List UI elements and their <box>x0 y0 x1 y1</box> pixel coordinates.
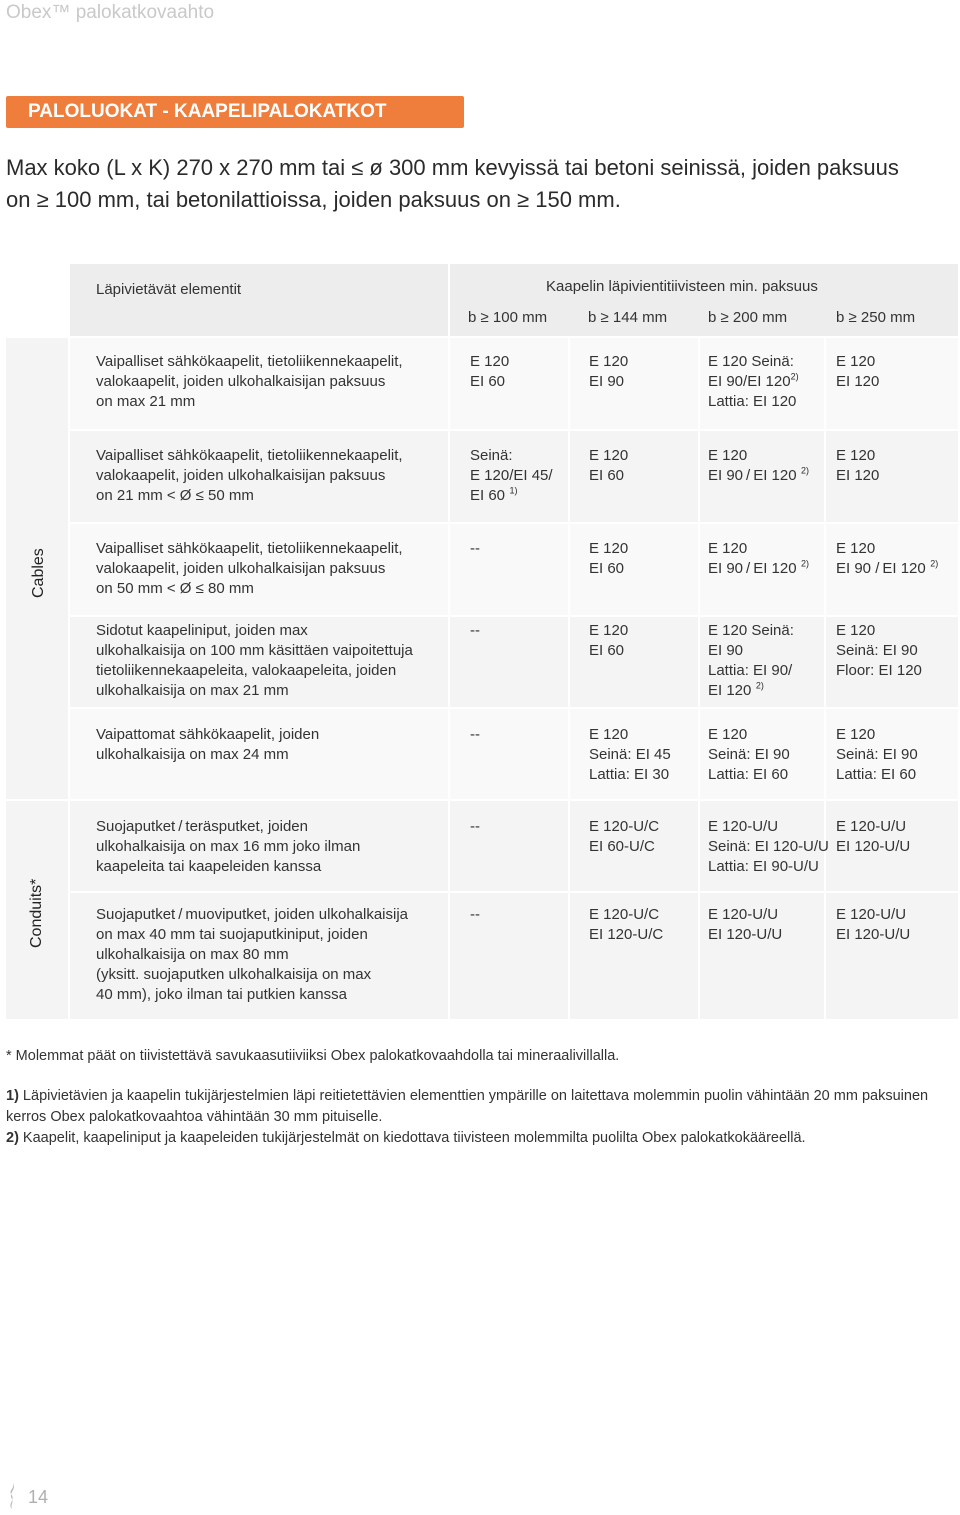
value-cell: E 120 EI 60 <box>589 540 629 577</box>
value-text: E 120 EI 90 / EI 120 <box>708 540 797 577</box>
value-cell: E 120-U/C EI 60-U/C <box>589 818 660 855</box>
header-thickness-label: Kaapelin läpivientitiivisteen min. paksuus <box>546 278 818 295</box>
row-description: Sidotut kaapeliniput, joiden max ulkohalkaisija on 100 mm käsittäen vaipoitettuja tietoliikennekaapeleita, valokaapeleita, joiden ulkohalkaisija on max 21 mm <box>96 622 413 699</box>
thickness-col-250: b ≥ 250 mm <box>836 309 916 326</box>
footnote-label: 2) <box>6 1130 19 1146</box>
column-divider <box>568 338 570 1019</box>
page-number: 14 <box>28 1487 49 1507</box>
value-cell: E 120 EI 60 <box>589 447 629 484</box>
value-cell: -- <box>470 622 480 639</box>
value-text: E 120 Seinä: EI 90 Lattia: EI 90/ EI 120 <box>708 622 794 699</box>
footnote-1 <box>6 1086 958 1128</box>
row-description: Vaipattomat sähkökaapelit, joiden ulkohalkaisija on max 24 mm <box>96 726 320 763</box>
value-cell <box>708 621 794 701</box>
value-cell: E 120 Seinä: EI 90 Lattia: EI 60 <box>708 726 790 783</box>
value-cell: -- <box>470 818 480 835</box>
footnote-text: Kaapelit, kaapeliniput ja kaapeleiden tukijärjestelmät on kiedottava tiivisteen molemmilta puolilta Obex palokatkokääreellä. <box>18 1130 806 1146</box>
value-cell <box>708 539 809 579</box>
row-description: Vaipalliset sähkökaapelit, tietoliikennekaapelit, valokaapelit, joiden ulkohalkaisijan paksuus on 50 mm < Ø ≤ 80 mm <box>96 540 403 597</box>
footnote-ref: 2) <box>801 465 810 476</box>
header-element-label: Läpivietävät elementit <box>96 281 242 298</box>
fire-class-table <box>6 264 958 1019</box>
value-cell <box>836 539 938 579</box>
value-text: Seinä: E 120/EI 45/ EI 60 <box>470 447 553 504</box>
group-conduits-label: Conduits* <box>28 878 45 948</box>
value-cell: -- <box>470 540 480 557</box>
thickness-col-200: b ≥ 200 mm <box>708 309 788 326</box>
value-text: E 120 EI 90 / EI 120 <box>836 540 926 577</box>
thickness-col-100: b ≥ 100 mm <box>468 309 548 326</box>
value-cell: E 120 Seinä: EI 90 Floor: EI 120 <box>836 622 922 679</box>
value-cell: E 120 Seinä: EI 90 Lattia: EI 60 <box>836 726 918 783</box>
value-cell: E 120-U/U EI 120-U/U <box>708 906 783 943</box>
footnote-star: * Molemmat päät on tiivistettävä savukaasutiiviiksi Obex palokatkovaahdolla tai mineraalivillalla. <box>6 1048 620 1064</box>
value-text: E 120 EI 90 / EI 120 <box>708 447 797 484</box>
value-cell: E 120 EI 60 <box>589 622 629 659</box>
document-title: Obex™ palokatkovaahto <box>6 2 215 23</box>
value-cell <box>708 446 809 486</box>
group-cables-label: Cables <box>30 548 47 598</box>
intro-paragraph: Max koko (L x K) 270 x 270 mm tai ≤ ø 300 mm kevyissä tai betoni seinissä, joiden paksuus on ≥ 100 mm, tai betonilattioissa, joiden paksuus on ≥ 150 mm. <box>6 155 899 212</box>
value-cell: E 120-U/C EI 120-U/C <box>589 906 664 943</box>
value-cell: -- <box>470 726 480 743</box>
flame-logo-icon <box>6 1482 20 1510</box>
value-cell <box>470 446 553 506</box>
row-description: Vaipalliset sähkökaapelit, tietoliikennekaapelit, valokaapelit, joiden ulkohalkaisijan paksuus on 21 mm < Ø ≤ 50 mm <box>96 447 403 504</box>
value-cell: E 120 EI 60 <box>470 353 510 390</box>
value-cell: E 120-U/U Seinä: EI 120-U/U Lattia: EI 90-U/U <box>708 818 829 875</box>
row-description: Suojaputket / muoviputket, joiden ulkohalkaisija on max 40 mm tai suojaputkiniput, joiden ulkohalkaisija on max 80 mm (yksitt. suojaputken ulkohalkaisija on max 40 mm), joko ilman tai putkien kanssa <box>96 906 409 1003</box>
value-cell: E 120 Seinä: EI 45 Lattia: EI 30 <box>589 726 671 783</box>
value-cell: E 120 EI 120 <box>836 353 880 390</box>
value-cell <box>708 352 799 412</box>
footnote-ref: 1) <box>509 485 518 496</box>
column-divider <box>824 338 826 1019</box>
column-divider <box>698 338 700 1019</box>
value-cell: -- <box>470 906 480 923</box>
value-cell: E 120 EI 120 <box>836 447 880 484</box>
column-divider <box>448 338 450 1019</box>
footnote-label: 1) <box>6 1088 19 1104</box>
thickness-col-144: b ≥ 144 mm <box>588 309 668 326</box>
value-text: Lattia: EI 120 <box>708 393 797 410</box>
footnote-ref: 2) <box>790 371 799 382</box>
row-description: Suojaputket / teräsputket, joiden ulkohalkaisija on max 16 mm joko ilman kaapeleita tai kaapeleiden kanssa <box>96 818 361 875</box>
value-cell: E 120-U/U EI 120-U/U <box>836 818 911 855</box>
footnote-ref: 2) <box>930 558 939 569</box>
footnotes <box>6 1046 958 1149</box>
value-text: E 120 Seinä: EI 90/EI 120 <box>708 353 794 390</box>
footnote-2 <box>6 1128 958 1149</box>
value-cell: E 120-U/U EI 120-U/U <box>836 906 911 943</box>
section-banner: PALOLUOKAT - KAAPELIPALOKATKOT <box>6 96 464 128</box>
header-thickness-cell <box>450 264 958 336</box>
footnote-ref: 2) <box>801 558 810 569</box>
footnote-ref: 2) <box>755 680 764 691</box>
header-element-cell <box>70 264 448 336</box>
row-description: Vaipalliset sähkökaapelit, tietoliikennekaapelit, valokaapelit, joiden ulkohalkaisijan paksuus on max 21 mm <box>96 353 403 410</box>
value-cell: E 120 EI 90 <box>589 353 629 390</box>
footnote-text: Läpivietävien ja kaapelin tukijärjestelmien läpi reitietettävien elementtien ympärille on laitettava molemmin puolin vähintään 20 mm paksuinen kerros Obex palokatkovaahtoa vähintään 30 mm pituiselle. <box>6 1088 929 1125</box>
